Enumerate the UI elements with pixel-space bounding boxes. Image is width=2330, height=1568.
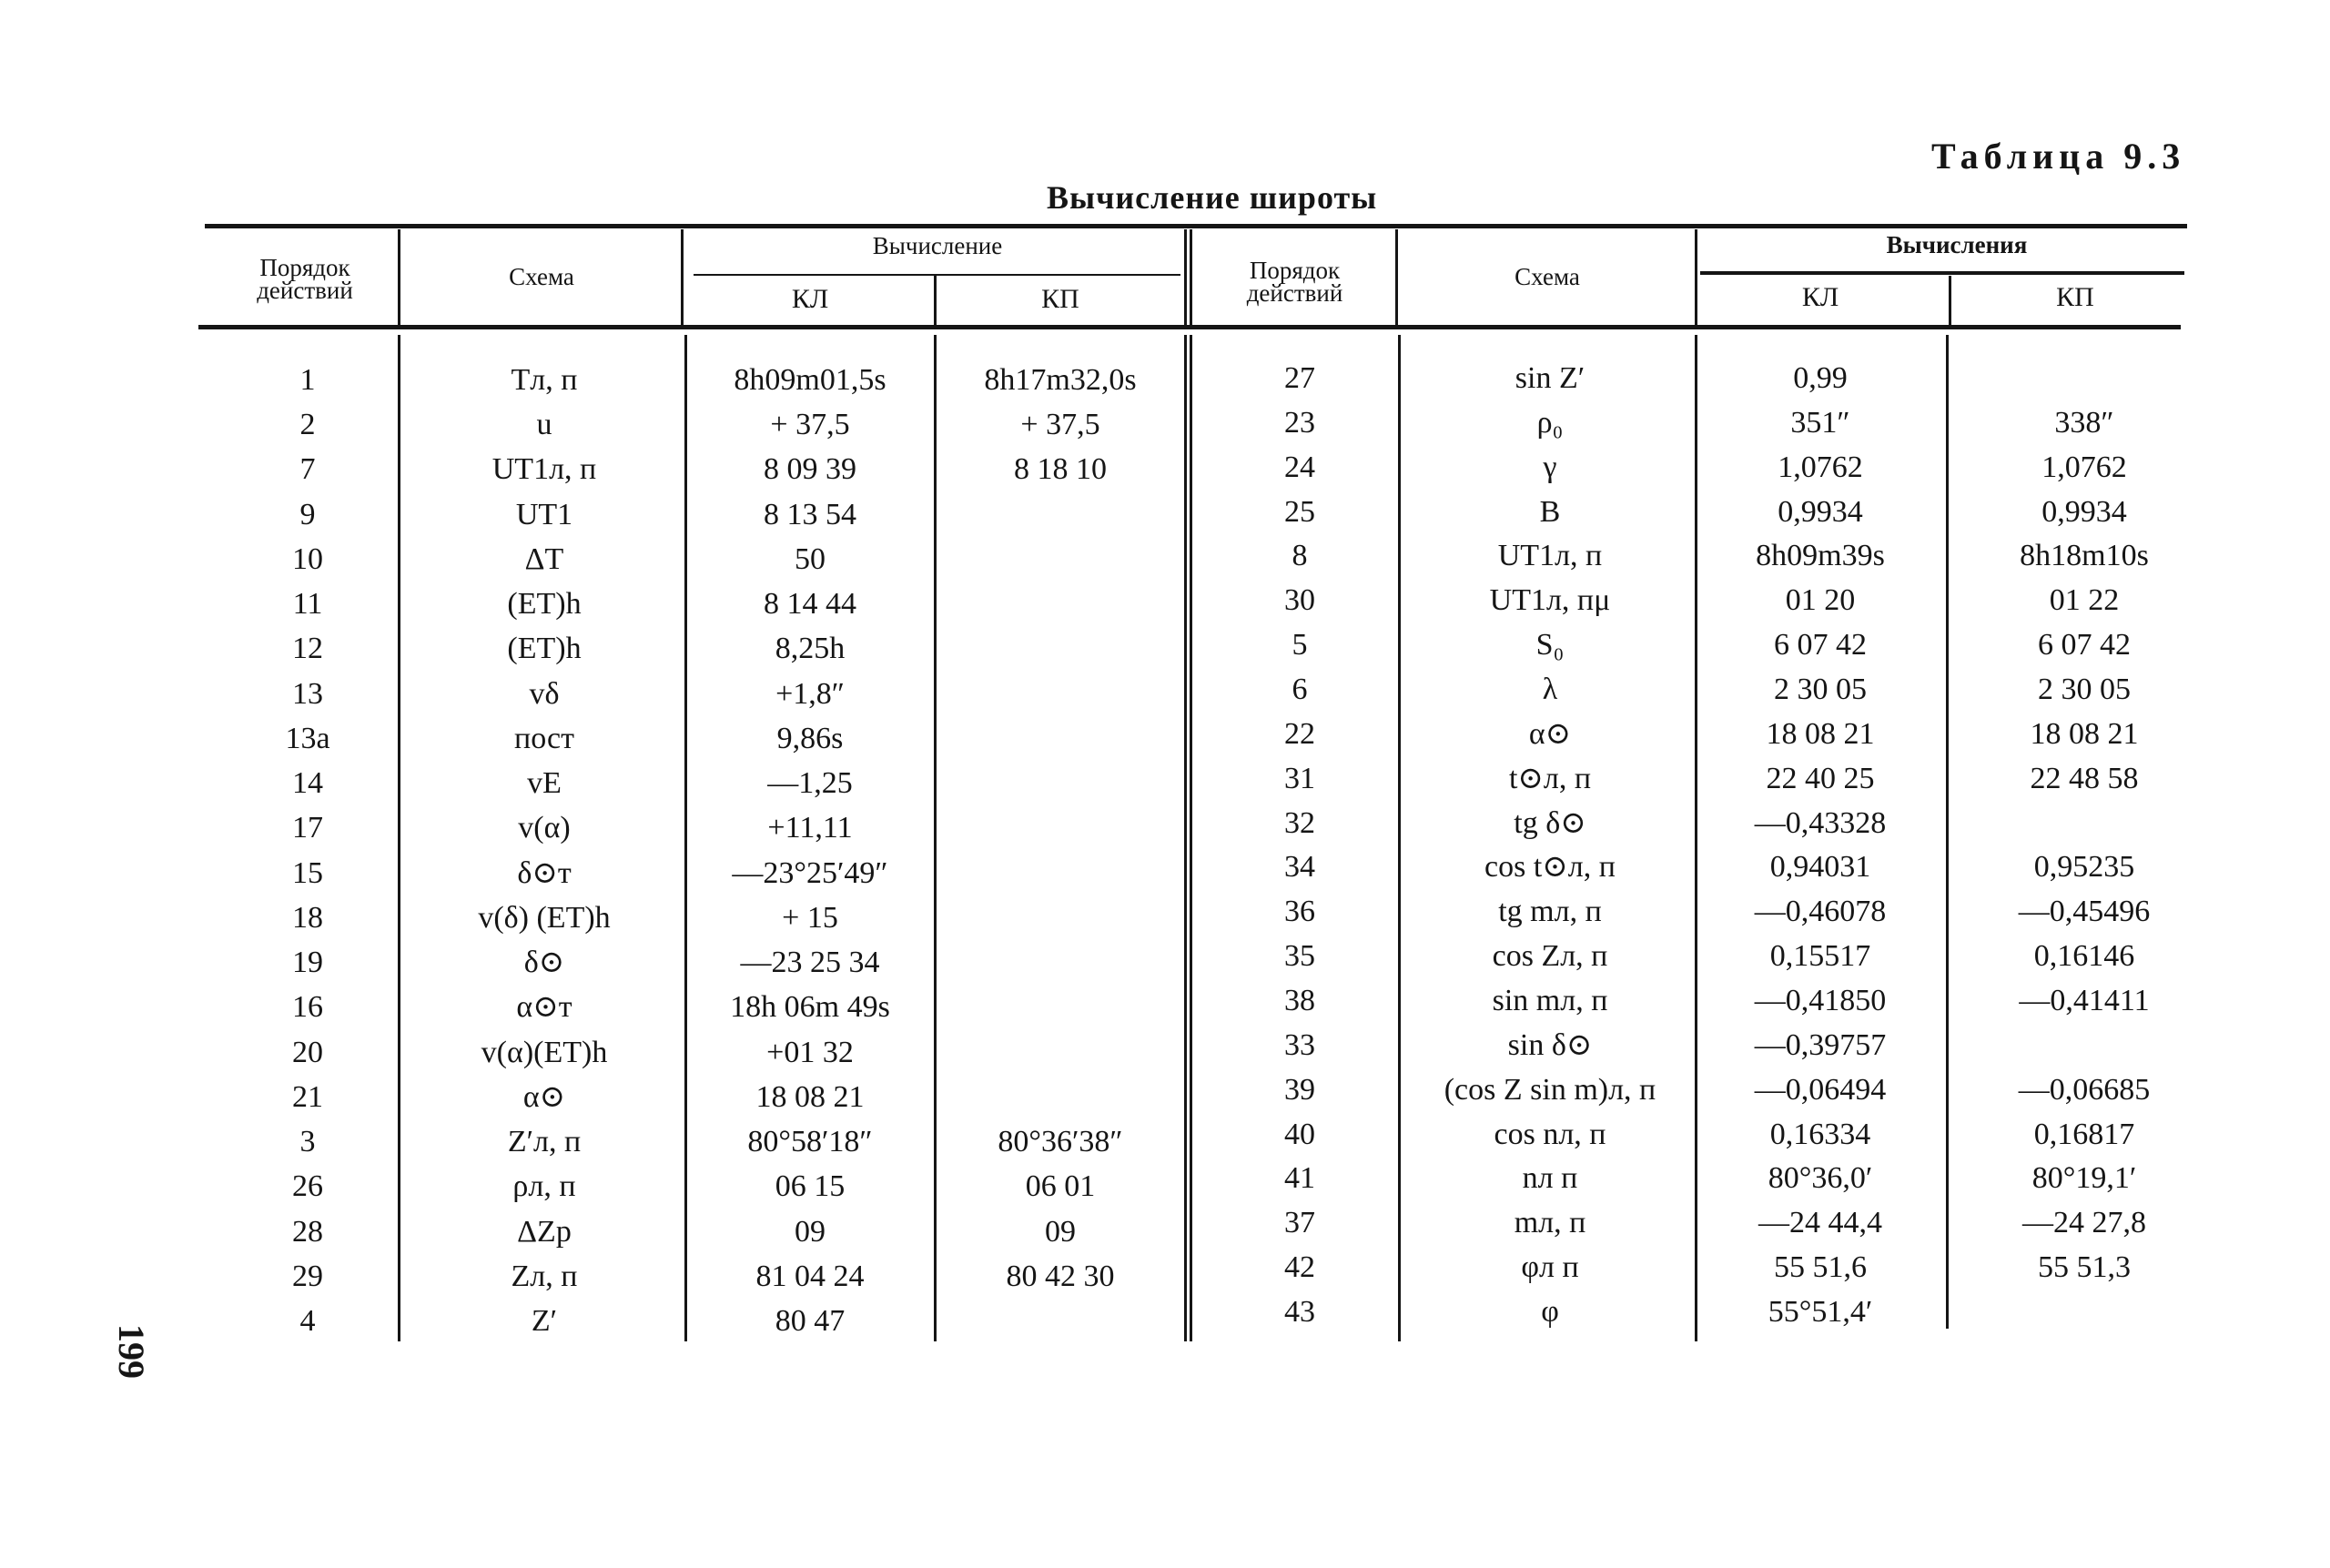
kl-value: +01 32 [766, 1035, 854, 1069]
scheme-cell: φл п [1521, 1250, 1579, 1285]
kl-value: —1,25 [767, 766, 853, 801]
kp-value: 80°36′38″ [998, 1125, 1123, 1159]
header-order-left: Порядок действий [257, 254, 353, 304]
col-divider [1190, 229, 1192, 325]
order-cell: 34 [1284, 850, 1315, 885]
order-cell: 28 [292, 1214, 323, 1249]
kl-value: 8 14 44 [764, 587, 856, 622]
scheme-cell: Z′л, п [507, 1125, 582, 1159]
scheme-cell: λ [1542, 673, 1558, 706]
kp-value: 0,16817 [2033, 1117, 2135, 1151]
kp-value: —24 27,8 [2022, 1206, 2146, 1240]
scheme-cell: sin δ⊙ [1507, 1027, 1593, 1062]
header-kp-right: КП [2056, 282, 2094, 312]
scheme-cell: nл п [1522, 1161, 1578, 1196]
order-cell: 5 [1292, 628, 1308, 663]
order-cell: 20 [292, 1035, 323, 1069]
kp-value: 0,9934 [2041, 494, 2127, 529]
kl-value: 9,86s [776, 721, 844, 755]
header-calc-left: Вычисление [872, 232, 1003, 259]
scheme-cell: vE [527, 766, 562, 801]
order-cell: 10 [292, 541, 323, 576]
kp-value: 80 42 30 [1006, 1259, 1115, 1293]
scheme-cell: α⊙т [516, 990, 572, 1025]
scheme-cell: tg δ⊙ [1514, 805, 1586, 840]
kp-value: 01 22 [2049, 583, 2120, 618]
kl-value: 09 [795, 1214, 826, 1249]
order-cell: 11 [292, 587, 323, 622]
header-scheme-right: Схема [1514, 263, 1580, 290]
scheme-cell: v(α)(ET)h [481, 1035, 608, 1069]
calc-left-sub-rule [694, 274, 1180, 276]
col-divider [1398, 335, 1401, 1341]
kl-value: +11,11 [767, 811, 853, 845]
kl-value: 0,15517 [1769, 939, 1871, 974]
kl-value: 0,99 [1793, 361, 1848, 395]
scheme-cell: cos Zл, п [1492, 939, 1608, 974]
kp-value: 8h18m10s [2020, 539, 2149, 573]
kl-value: —0,46078 [1754, 895, 1887, 929]
scheme-cell: UT1л, п [1497, 539, 1603, 573]
kl-value: 351″ [1790, 405, 1850, 440]
kp-value: 06 01 [1025, 1169, 1096, 1204]
table-label: Таблица 9.3 [1931, 136, 2186, 177]
scheme-cell: sin Z′ [1514, 361, 1585, 395]
order-cell: 33 [1284, 1027, 1315, 1062]
order-cell: 13 [292, 676, 323, 711]
kl-value: —0,39757 [1754, 1027, 1887, 1062]
order-cell: 30 [1284, 583, 1315, 618]
kp-value: 80°19,1′ [2031, 1161, 2137, 1196]
col-divider [1695, 335, 1697, 1341]
kl-value: —0,43328 [1754, 805, 1887, 840]
order-cell: 35 [1284, 939, 1315, 974]
order-cell: 23 [1284, 405, 1315, 440]
kl-value: 01 20 [1785, 583, 1856, 618]
scheme-cell: vδ [529, 676, 560, 711]
col-divider [681, 229, 684, 325]
kl-value: + 37,5 [770, 408, 850, 442]
order-cell: 15 [292, 855, 323, 890]
kl-value: 8h09m39s [1756, 539, 1885, 573]
order-cell: 17 [292, 811, 323, 845]
kl-value: —0,41850 [1754, 984, 1887, 1017]
kp-value: 18 08 21 [2030, 716, 2139, 751]
kl-value: 80°58′18″ [747, 1125, 873, 1159]
kp-value: 8 18 10 [1014, 452, 1107, 487]
kl-value: 8 13 54 [764, 497, 856, 531]
kl-value: 0,94031 [1769, 850, 1871, 885]
scheme-cell: cos t⊙л, п [1484, 850, 1616, 885]
scheme-cell: v(δ) (ET)h [478, 900, 611, 935]
order-cell: 42 [1284, 1250, 1315, 1285]
top-rule [205, 224, 2187, 228]
scheme-cell: ΔZр [517, 1214, 572, 1249]
kp-value: —0,06685 [2018, 1072, 2151, 1107]
table-title: Вычисление широты [1047, 179, 1378, 216]
scheme-cell: φ [1541, 1295, 1559, 1329]
order-cell: 25 [1284, 494, 1315, 529]
scheme-cell: пост [514, 721, 574, 755]
kl-value: + 15 [782, 900, 838, 935]
kl-value: —24 44,4 [1758, 1206, 1882, 1240]
order-cell: 4 [299, 1304, 316, 1338]
header-kl-left: КЛ [791, 284, 829, 314]
kl-value: 18 08 21 [755, 1079, 865, 1114]
kl-value: 80 47 [775, 1304, 846, 1338]
header-scheme-left: Схема [509, 263, 574, 290]
kl-value: 8 09 39 [764, 452, 856, 487]
order-cell: 8 [1292, 539, 1308, 573]
scheme-cell: α⊙ [522, 1079, 566, 1114]
kp-value: 338″ [2054, 405, 2114, 440]
header-kl-right: КЛ [1801, 282, 1839, 312]
calc-right-sub-rule [1700, 271, 2184, 275]
kl-value: 22 40 25 [1766, 761, 1875, 795]
kl-value: 18h 06m 49s [730, 990, 890, 1025]
order-cell: 43 [1284, 1295, 1315, 1329]
kp-value: 09 [1045, 1214, 1076, 1249]
scheme-cell: B [1539, 494, 1561, 529]
scheme-cell: Tл, п [511, 363, 578, 397]
order-cell: 37 [1284, 1206, 1315, 1240]
scheme-cell: sin mл, п [1492, 984, 1608, 1017]
order-cell: 26 [292, 1169, 323, 1204]
kl-value: 2 30 05 [1774, 673, 1867, 706]
kl-value: 55°51,4′ [1768, 1295, 1873, 1329]
kl-value: 80°36,0′ [1768, 1161, 1873, 1196]
kl-value: 8,25h [775, 632, 846, 666]
order-cell: 3 [299, 1125, 316, 1159]
order-cell: 9 [299, 497, 316, 531]
kl-value: +1,8″ [775, 676, 845, 711]
order-cell: 38 [1284, 984, 1315, 1017]
header-order-right: Порядок действий [1246, 257, 1343, 307]
order-cell: 1 [299, 363, 316, 397]
col-divider [1190, 335, 1192, 1341]
scheme-cell: u [536, 408, 552, 442]
header-kp-left: КП [1041, 284, 1079, 314]
order-cell: 22 [1284, 716, 1315, 751]
kl-value: 8h09m01,5s [734, 363, 886, 397]
kl-value: 1,0762 [1778, 450, 1863, 484]
scheme-cell: tg mл, п [1498, 895, 1602, 929]
header-calc-right: Вычисления [1886, 231, 2028, 258]
scheme-cell: γ [1543, 450, 1557, 484]
kl-value: 06 15 [775, 1169, 846, 1204]
kp-value: 55 51,3 [2038, 1250, 2131, 1285]
col-divider [398, 335, 400, 1341]
order-cell: 12 [292, 632, 323, 666]
order-cell: 14 [292, 766, 323, 801]
order-cell: 21 [292, 1079, 323, 1114]
order-cell: 16 [292, 990, 323, 1025]
kl-value: —23°25′49″ [732, 855, 888, 890]
col-divider [1949, 276, 1951, 325]
scheme-cell: cos nл, п [1494, 1117, 1606, 1151]
kp-value: —0,41411 [2019, 984, 2150, 1017]
kl-value: 55 51,6 [1774, 1250, 1867, 1285]
scheme-cell: t⊙л, п [1508, 761, 1592, 795]
col-divider [398, 229, 400, 325]
kp-value: 22 48 58 [2030, 761, 2139, 795]
col-divider [1946, 335, 1949, 1329]
order-cell: 18 [292, 900, 323, 935]
scheme-cell: (cos Z sin m)л, п [1444, 1072, 1656, 1107]
header-bottom-rule [198, 325, 2181, 329]
order-cell: 19 [292, 946, 323, 980]
order-cell: 36 [1284, 895, 1315, 929]
scheme-cell: mл, п [1514, 1206, 1586, 1240]
order-cell: 2 [299, 408, 316, 442]
scheme-cell: (ET)h [507, 632, 582, 666]
scheme-cell: Zл, п [511, 1259, 578, 1293]
scheme-cell: v(α) [518, 811, 571, 845]
kl-value: 18 08 21 [1766, 716, 1875, 751]
kl-value: 81 04 24 [755, 1259, 865, 1293]
kl-value: 6 07 42 [1774, 628, 1867, 663]
page-number: 199 [111, 1324, 152, 1379]
scheme-cell: δ⊙ [523, 946, 565, 980]
col-divider [1395, 229, 1398, 325]
scheme-cell: α⊙ [1528, 716, 1572, 751]
scheme-cell: UT1л, пμ [1489, 583, 1611, 618]
kl-value: 50 [795, 541, 826, 576]
order-cell: 29 [292, 1259, 323, 1293]
kl-value: 0,9934 [1778, 494, 1863, 529]
kp-value: 8h17m32,0s [984, 363, 1137, 397]
scheme-cell: (ET)h [507, 587, 582, 622]
col-divider [934, 276, 937, 325]
order-cell: 24 [1284, 450, 1315, 484]
col-divider [684, 335, 687, 1341]
scheme-cell: UT1 [515, 497, 573, 531]
kl-value: 0,16334 [1769, 1117, 1871, 1151]
kl-value: —23 25 34 [740, 946, 880, 980]
order-cell: 6 [1292, 673, 1308, 706]
order-cell: 32 [1284, 805, 1315, 840]
order-cell: 31 [1284, 761, 1315, 795]
kp-value: 0,16146 [2033, 939, 2135, 974]
kl-value: —0,06494 [1754, 1072, 1887, 1107]
order-cell: 40 [1284, 1117, 1315, 1151]
kp-value: 2 30 05 [2038, 673, 2131, 706]
kp-value: 1,0762 [2041, 450, 2127, 484]
scheme-cell: S₀ [1535, 628, 1565, 663]
order-cell: 41 [1284, 1161, 1315, 1196]
col-divider [1695, 229, 1697, 325]
scheme-cell: ρл, п [512, 1169, 576, 1204]
order-cell: 7 [299, 452, 316, 487]
scheme-cell: UT1л, п [491, 452, 597, 487]
scheme-cell: ΔT [524, 541, 564, 576]
col-divider [1184, 335, 1187, 1341]
scheme-cell: Z′ [531, 1304, 558, 1338]
kp-value: —0,45496 [2018, 895, 2151, 929]
order-cell: 39 [1284, 1072, 1315, 1107]
order-cell: 13a [285, 721, 330, 755]
scheme-cell: δ⊙т [517, 855, 572, 890]
scheme-cell: ρ₀ [1536, 405, 1564, 440]
kp-value: + 37,5 [1020, 408, 1100, 442]
kp-value: 0,95235 [2033, 850, 2135, 885]
col-divider [934, 335, 937, 1341]
col-divider [1184, 229, 1187, 325]
kp-value: 6 07 42 [2038, 628, 2131, 663]
order-cell: 27 [1284, 361, 1315, 395]
